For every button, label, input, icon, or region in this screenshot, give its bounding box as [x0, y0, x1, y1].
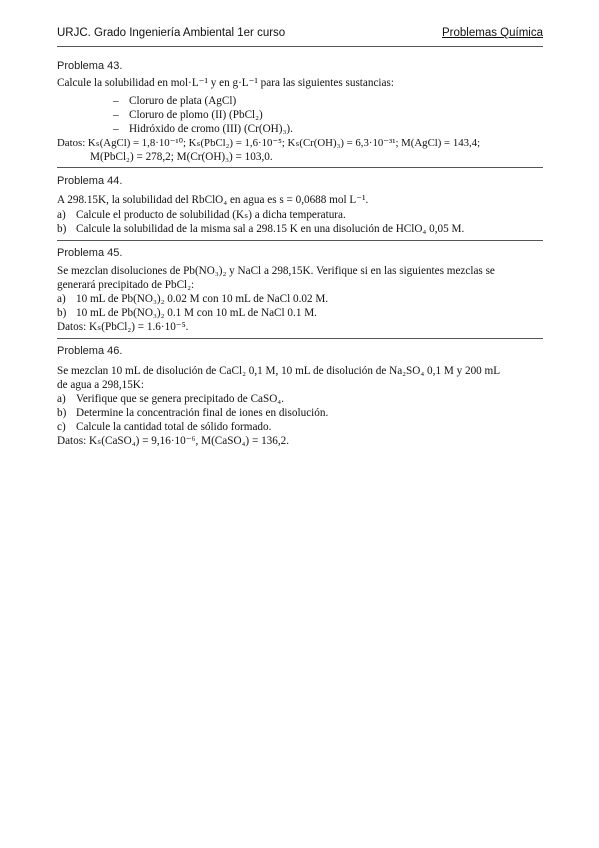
- problem-46-intro-line-2: de agua a 298,15K:: [57, 379, 144, 391]
- problem-43-data-line-2: M(PbCl₂) = 278,2; M(Cr(OH)₃) = 103,0.: [90, 151, 273, 163]
- divider-43-44: [57, 167, 543, 168]
- problem-46-label-b: b): [57, 407, 67, 419]
- problem-46-item-b: Determine la concentración final de iones en disolución.: [76, 407, 329, 419]
- header-rule: [57, 46, 543, 47]
- problem-46-data: Datos: Kₛ(CaSO₄) = 9,16·10⁻⁶, M(CaSO₄) = 136,2.: [57, 435, 290, 447]
- problem-43-dash-2: –: [113, 109, 119, 121]
- problem-46-title: Problema 46.: [57, 345, 123, 357]
- problem-44-title: Problema 44.: [57, 175, 123, 187]
- page-header: [57, 27, 543, 45]
- problem-45-label-b: b): [57, 307, 67, 319]
- problem-46-label-c: c): [57, 421, 66, 433]
- divider-44-45: [57, 240, 543, 241]
- problem-44-item-a: Calcule el producto de solubilidad (Kₛ) a dicha temperatura.: [76, 209, 346, 221]
- problem-44-intro: A 298.15K, la solubilidad del RbClO₄ en agua es s = 0,0688 mol L⁻¹.: [57, 194, 369, 206]
- problem-43-dash-1: –: [113, 95, 119, 107]
- header-subject: Problemas Química: [442, 27, 543, 39]
- problem-45-item-a: 10 mL de Pb(NO₃)₂ 0.02 M con 10 mL de NaCl 0.02 M.: [76, 293, 329, 305]
- problem-45-data: Datos: Kₛ(PbCl₂) = 1.6·10⁻⁵.: [57, 321, 189, 333]
- problem-45-title: Problema 45.: [57, 247, 123, 259]
- problem-44-item-b: Calcule la solubilidad de la misma sal a 298.15 K en una disolución de HClO₄ 0,05 M.: [76, 223, 465, 235]
- divider-45-46: [57, 338, 543, 339]
- problem-45-intro-line-1: Se mezclan disoluciones de Pb(NO₃)₂ y NaCl a 298,15K. Verifique si en las siguientes mezclas se: [57, 265, 495, 277]
- problem-45-label-a: a): [57, 293, 66, 305]
- problem-43-item-3: Hidróxido de cromo (III) (Cr(OH)₃).: [129, 123, 293, 135]
- problem-45-item-b: 10 mL de Pb(NO₃)₂ 0.1 M con 10 mL de NaCl 0.1 M.: [76, 307, 317, 319]
- problem-43-item-1: Cloruro de plata (AgCl): [129, 95, 237, 107]
- problem-46-intro-line-1: Se mezclan 10 mL de disolución de CaCl₂ 0,1 M, 10 mL de disolución de Na₂SO₄ 0,1 M y 200 mL: [57, 365, 501, 377]
- problem-43-item-2: Cloruro de plomo (II) (PbCl₂): [129, 109, 263, 121]
- problem-45-intro-line-2: generará precipitado de PbCl₂:: [57, 279, 195, 291]
- header-course: URJC. Grado Ingeniería Ambiental 1er curso: [57, 27, 286, 39]
- problem-43-title: Problema 43.: [57, 60, 123, 72]
- problem-46-item-c: Calcule la cantidad total de sólido formado.: [76, 421, 272, 433]
- problem-46-item-a: Verifique que se genera precipitado de CaSO₄.: [76, 393, 284, 405]
- problem-43-intro: Calcule la solubilidad en mol·L⁻¹ y en g·L⁻¹ para las siguientes sustancias:: [57, 77, 394, 89]
- problem-46-label-a: a): [57, 393, 66, 405]
- problem-44-label-a: a): [57, 209, 66, 221]
- problem-43-data-line-1: Datos: Kₛ(AgCl) = 1,8·10⁻¹⁰; Kₛ(PbCl₂) = 1,6·10⁻⁵; Kₛ(Cr(OH)₃) = 6,3·10⁻³¹; M(AgCl) = 143,4;: [57, 137, 481, 149]
- problem-44-label-b: b): [57, 223, 67, 235]
- problem-43-dash-3: –: [113, 123, 119, 135]
